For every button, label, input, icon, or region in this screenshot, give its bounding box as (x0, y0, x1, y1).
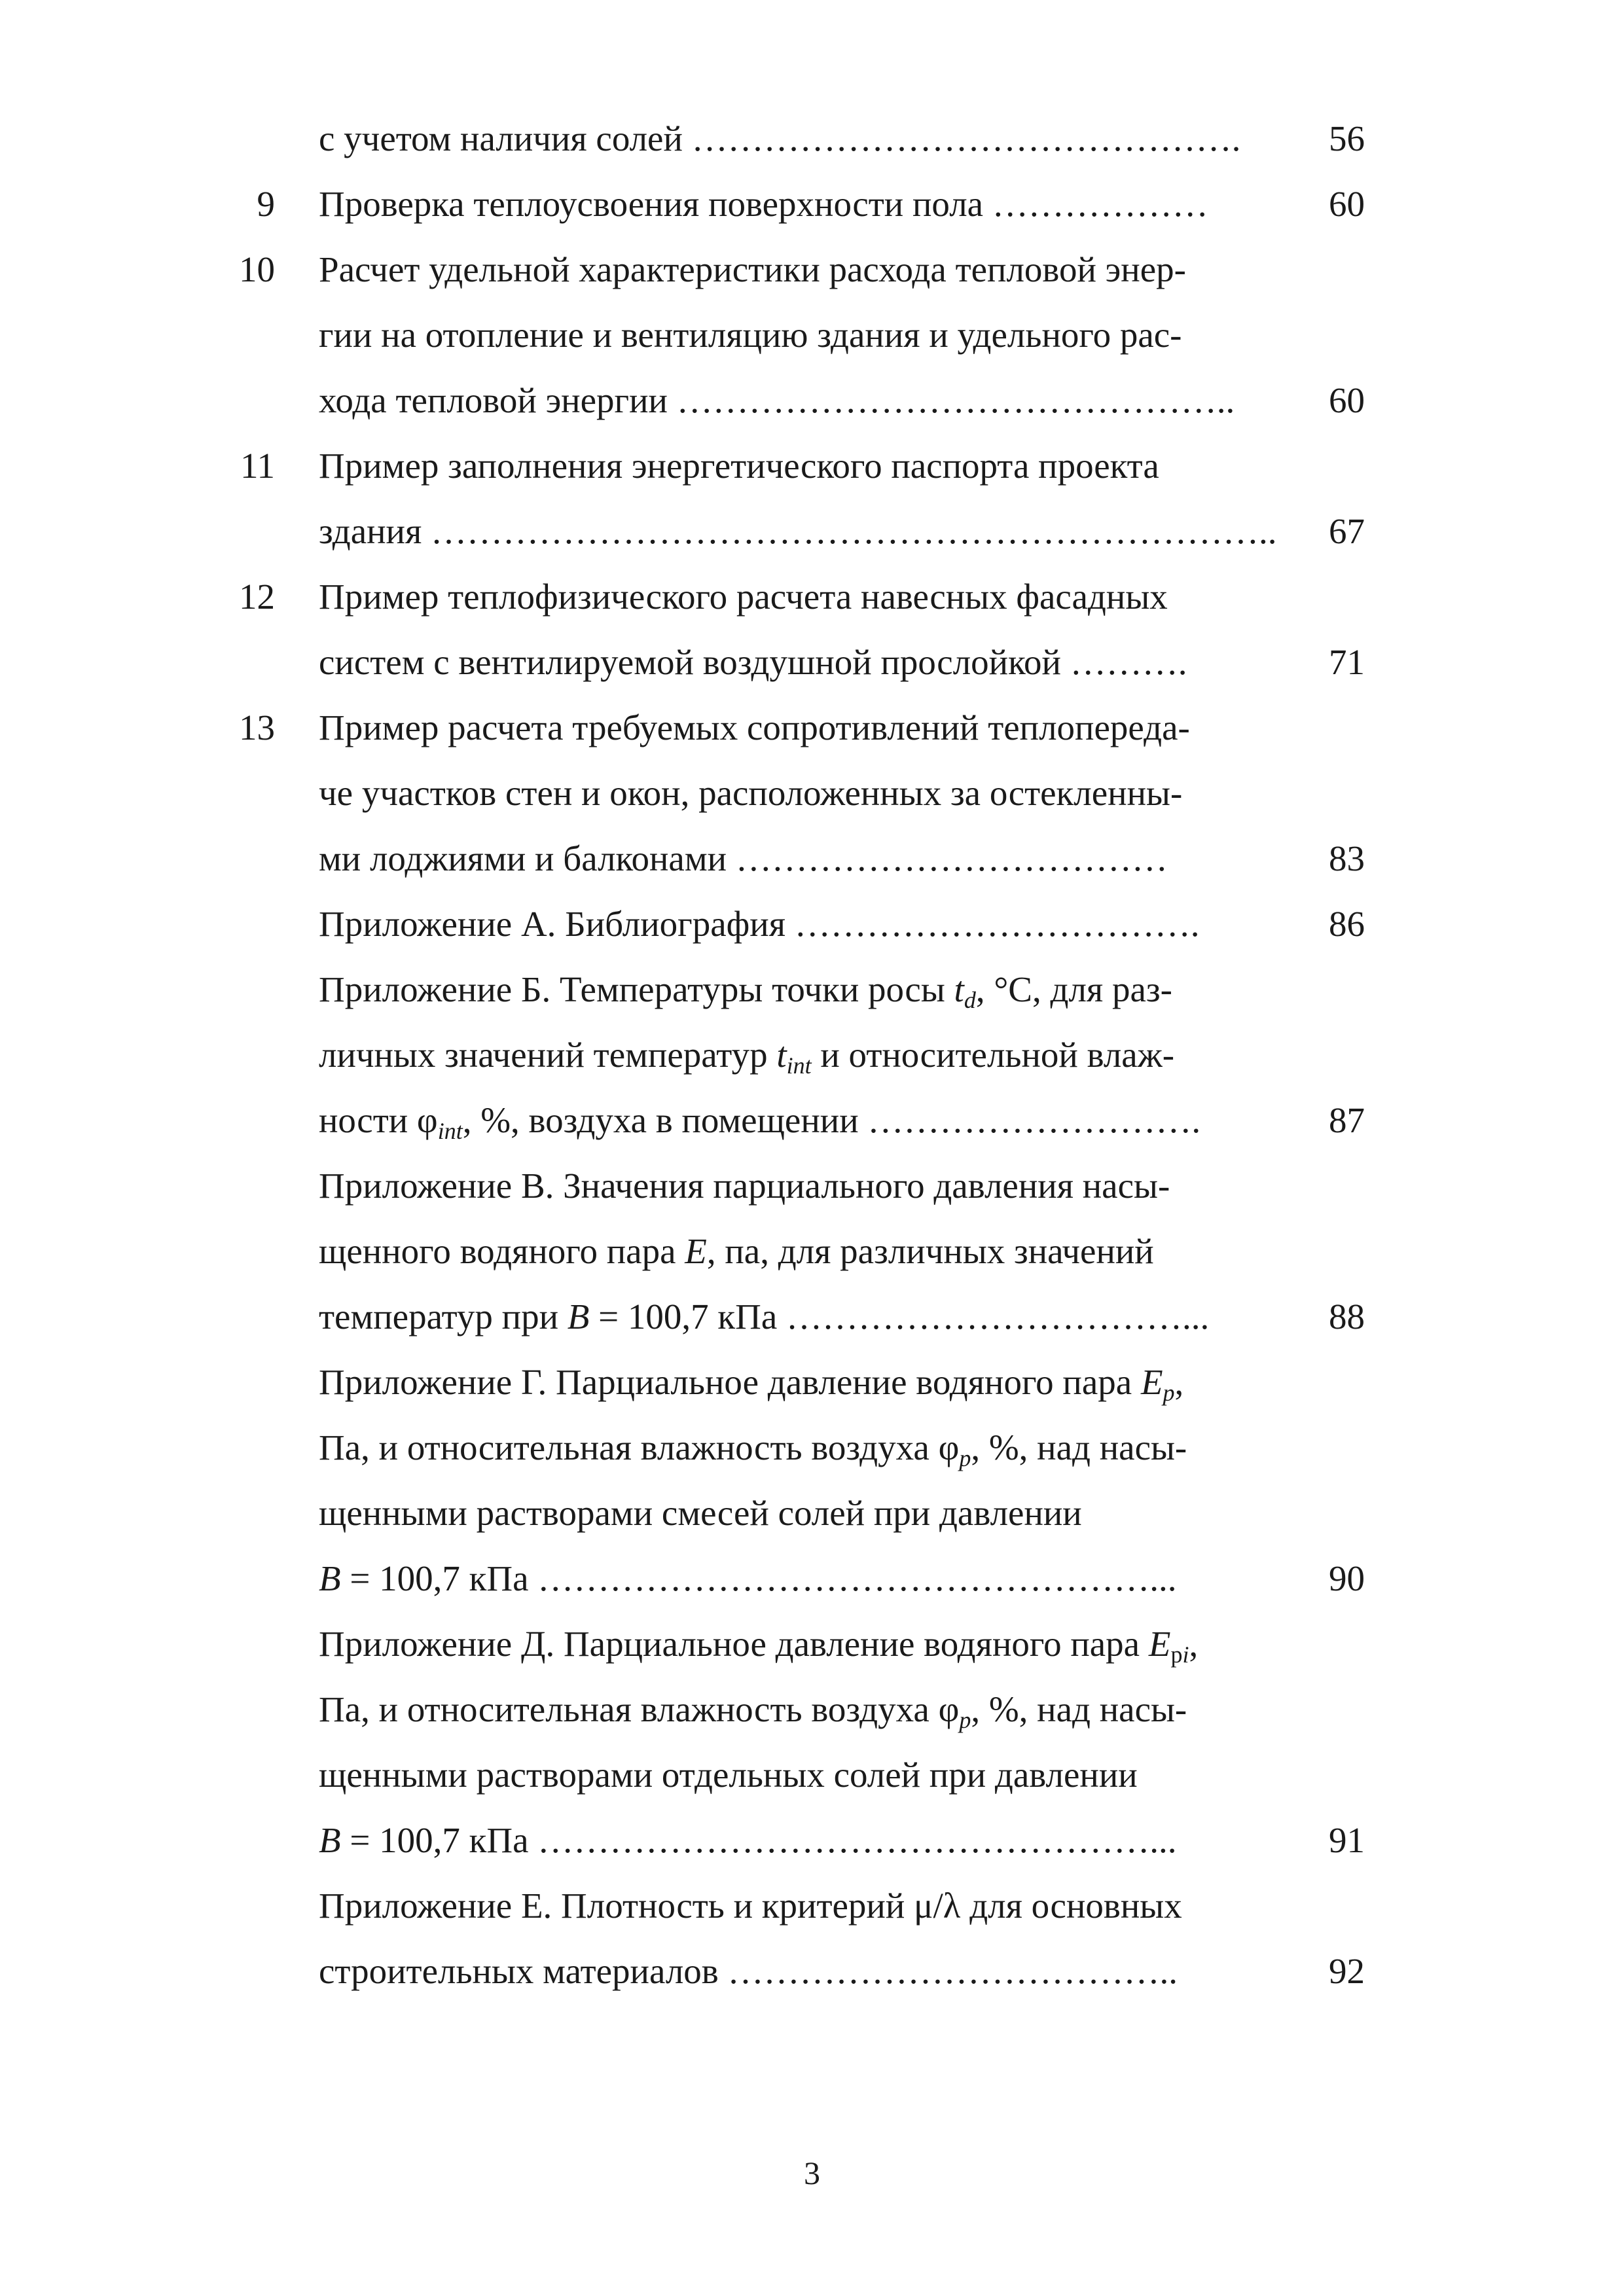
text-run: , %, над насы- (971, 1689, 1187, 1729)
text-run: , (1174, 1362, 1184, 1402)
text-run: = 100,7 кПа ……………………………………………... (340, 1820, 1177, 1860)
subscript: i (1182, 1641, 1189, 1668)
toc-section-number: 11 (240, 446, 275, 486)
toc-entry-text: Приложение А. Библиография ……………………………. (319, 904, 1200, 944)
toc-page-number: 92 (1329, 1951, 1365, 1991)
toc-page-number: 83 (1329, 838, 1365, 878)
text-run: щенного водяного пара (319, 1231, 685, 1271)
subscript: int (786, 1052, 812, 1079)
toc-entry-text: Расчет удельной характеристики расхода тепловой энер- (319, 249, 1186, 289)
toc-section-number: 12 (239, 577, 275, 617)
toc-page-number: 90 (1329, 1558, 1365, 1598)
text-run: Приложение Д. Парциальное давление водяного пара (319, 1624, 1149, 1664)
toc-entry-text: Приложение Е. Плотность и критерий μ/λ для основных (319, 1886, 1182, 1926)
toc-entry-text (319, 1219, 1154, 1284)
text-run: ности φ (319, 1100, 438, 1140)
text-run: , %, воздуха в помещении ………………………. (462, 1100, 1201, 1140)
toc-page-number: 71 (1329, 642, 1365, 682)
toc-entry-text: Приложение В. Значения парциального давления насы- (319, 1166, 1170, 1206)
text-run: Па, и относительная влажность воздуха φ (319, 1427, 960, 1467)
toc-entry-text: Пример теплофизического расчета навесных фасадных (319, 577, 1168, 617)
subscript: d (964, 987, 976, 1013)
toc-entry-text (319, 1088, 1200, 1157)
text-run: , °С, для раз- (975, 969, 1172, 1009)
toc-entry-text: щенными растворами смесей солей при давлении (319, 1493, 1082, 1533)
symbol: B (319, 1558, 341, 1598)
symbol: B (567, 1297, 590, 1336)
toc-entry-text (319, 957, 1172, 1026)
toc-page-number: 60 (1329, 184, 1365, 224)
toc-entry-text (319, 1350, 1183, 1419)
toc-entry-text: гии на отопление и вентиляцию здания и удельного рас- (319, 315, 1182, 355)
toc-entry-text: здания …………………………………………………………….. (319, 511, 1277, 551)
text-run: Приложение Г. Парциальное давление водяного пара (319, 1362, 1141, 1402)
toc-entry-text (319, 1284, 1209, 1350)
toc-entry-text (319, 1611, 1198, 1681)
text-run: , %, над насы- (971, 1427, 1187, 1467)
toc-entry-text: систем с вентилируемой воздушной прослойкой ………. (319, 642, 1187, 682)
toc-section-number: 13 (239, 708, 275, 747)
toc-page-number: 60 (1329, 380, 1365, 420)
symbol: t (776, 1035, 787, 1075)
toc-entry-text: Проверка теплоусвоения поверхности пола ……………… (319, 184, 1208, 224)
symbol: E (1148, 1624, 1171, 1664)
symbol: t (954, 969, 964, 1009)
subscript: p (1170, 1641, 1183, 1668)
text-run: и относительной влаж- (811, 1035, 1175, 1075)
text-run: = 100,7 кПа ……………………………………………... (340, 1558, 1177, 1598)
text-run: температур при (319, 1297, 568, 1336)
text-run: личных значений температур (319, 1035, 777, 1075)
toc-entry-text: Пример заполнения энергетического паспорта проекта (319, 446, 1159, 486)
subscript: p (959, 1445, 971, 1471)
toc-section-number: 10 (239, 249, 275, 289)
toc-entry-text: ми лоджиями и балконами ……………………………… (319, 838, 1168, 878)
page-number-footer: 3 (804, 2155, 820, 2191)
toc-entry-text (319, 1415, 1187, 1484)
text-run: , (1189, 1624, 1199, 1664)
toc-entry-text: че участков стен и окон, расположенных за остекленны- (319, 773, 1183, 813)
toc-entry-text: с учетом наличия солей ………………………………………. (319, 118, 1241, 158)
toc-entry-text (319, 1546, 1176, 1611)
toc-page-number: 56 (1329, 118, 1365, 158)
toc-page-number: 86 (1329, 904, 1365, 944)
symbol: B (319, 1820, 341, 1860)
text-run: = 100,7 кПа ……………………………... (589, 1297, 1210, 1336)
toc-page-number: 91 (1329, 1820, 1365, 1860)
toc-entry-text (319, 1808, 1176, 1873)
toc-section-number: 9 (257, 184, 275, 224)
toc-entry-text (319, 1677, 1187, 1746)
text-run: Приложение Б. Температуры точки росы (319, 969, 954, 1009)
toc-entry-text (319, 1022, 1174, 1092)
toc-page-number: 87 (1329, 1100, 1365, 1140)
toc-entry-text: щенными растворами отдельных солей при давлении (319, 1755, 1138, 1795)
subscript: p (959, 1707, 971, 1733)
toc-page-number: 88 (1329, 1297, 1365, 1336)
symbol: E (685, 1231, 707, 1271)
symbol: E (1140, 1362, 1163, 1402)
toc-entry-text: хода тепловой энергии ……………………………………….. (319, 380, 1235, 420)
subscript: int (437, 1118, 463, 1144)
text-run: , па, для различных значений (706, 1231, 1154, 1271)
toc-entry-text: строительных материалов ……………………………….. (319, 1951, 1178, 1991)
toc-page-number: 67 (1329, 511, 1365, 551)
toc-entry-text: Пример расчета требуемых сопротивлений теплопереда- (319, 708, 1190, 747)
text-run: Па, и относительная влажность воздуха φ (319, 1689, 960, 1729)
subscript: p (1163, 1380, 1175, 1406)
